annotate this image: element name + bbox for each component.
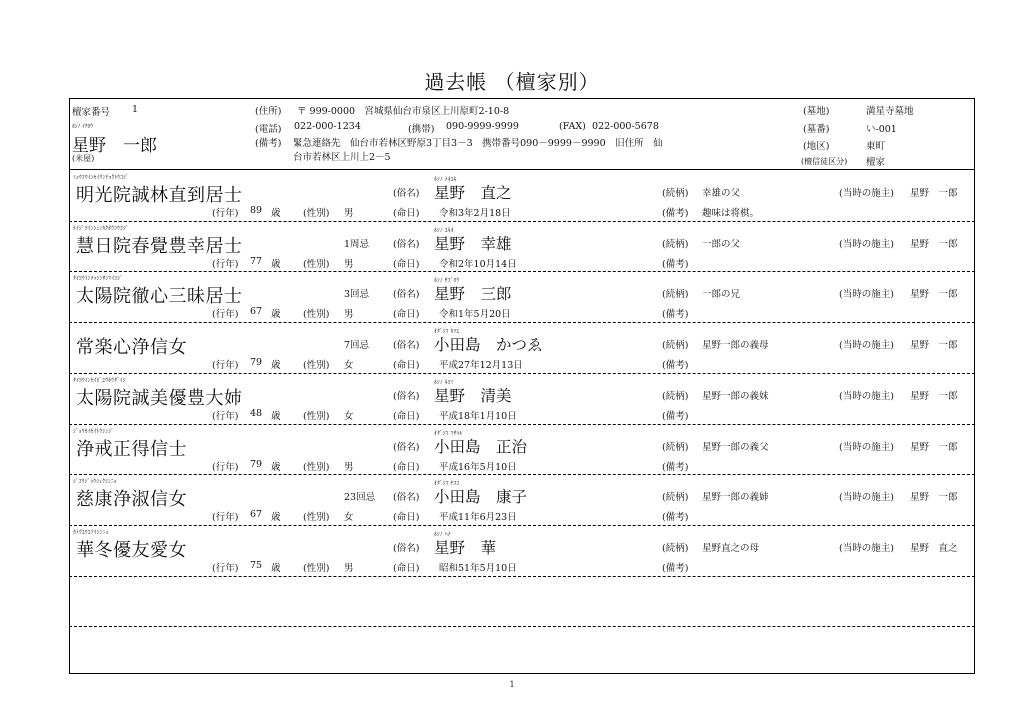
death-date: 平成18年1月10日: [439, 410, 517, 422]
patron-label: (当時の施主): [839, 188, 894, 199]
sex-value: 男: [344, 461, 354, 473]
patron-label: (当時の施主): [839, 492, 894, 504]
lay-name-label: (俗名): [393, 542, 420, 554]
age-unit: 歳: [271, 208, 281, 219]
posthumous-name: 浄戒正得信士: [76, 438, 187, 460]
posthumous-furigana: ｼﾞｺｳｼﾞｮｳｼｭｸｼﾝﾆｮ: [73, 479, 117, 486]
relation-label: (続柄): [662, 340, 689, 352]
relation-value: 星野一郎の義姉: [702, 492, 769, 504]
relation-label: (続柄): [662, 238, 689, 250]
fax-label: (FAX): [559, 121, 586, 132]
patron-label: (当時の施主): [839, 289, 894, 301]
death-date-label: (命日): [393, 208, 420, 219]
death-date-label: (命日): [393, 258, 420, 270]
relation-value: 一郎の父: [702, 238, 741, 250]
death-date-label: (命日): [393, 309, 420, 321]
death-date-label: (命日): [393, 562, 420, 574]
remarks-label: (備考): [662, 562, 689, 574]
death-date: 平成16年5月10日: [439, 461, 517, 473]
age-label: (行年): [212, 208, 239, 219]
remarks-label: (備考): [662, 461, 689, 473]
relation-value: 幸雄の父: [702, 188, 741, 199]
patron-value: 星野 一郎: [910, 340, 958, 352]
posthumous-name: 太陽院誠美優豊大姉: [76, 387, 243, 409]
area-label: (地区): [803, 141, 830, 152]
sex-value: 男: [344, 309, 354, 321]
posthumous-name: 明光院誠林直到居士: [76, 185, 243, 206]
lay-name-label: (俗名): [393, 390, 420, 402]
relation-value: 星野一郎の義妹: [702, 390, 769, 402]
age-label: (行年): [212, 360, 239, 372]
posthumous-furigana: ﾀｲﾖｳｲﾝｾｲﾋﾞﾕｳﾎｳﾀﾞｲｼ: [73, 377, 126, 384]
patron-value: 星野 一郎: [910, 289, 958, 301]
sex-value: 女: [344, 360, 354, 372]
patron-value: 星野 一郎: [910, 238, 958, 250]
relation-label: (続柄): [662, 492, 689, 504]
age-value: 79: [250, 458, 263, 470]
age-value: 77: [250, 255, 263, 267]
death-date-label: (命日): [393, 512, 420, 524]
head-rank: (米屋): [72, 154, 95, 163]
memorial-count: 7回忌: [344, 340, 370, 352]
row-separator: [69, 373, 975, 374]
age-value: 67: [250, 509, 263, 521]
fax-value: 022-000-5678: [592, 121, 659, 132]
row-separator: [69, 271, 975, 272]
relation-label: (続柄): [662, 441, 689, 453]
death-date-label: (命日): [393, 410, 420, 422]
patron-label: (当時の施主): [839, 238, 894, 250]
remarks-value: 趣味は将棋。: [702, 208, 760, 219]
age-label: (行年): [212, 410, 239, 422]
member-type-value: 檀家: [866, 157, 886, 168]
lay-name: 星野 清美: [434, 386, 512, 405]
lay-name: 星野 華: [434, 538, 497, 557]
address-label: (住所): [255, 106, 282, 117]
age-unit: 歳: [271, 562, 281, 574]
posthumous-furigana: ﾀｲﾖｳｲﾝﾃｯｼﾝｻﾝﾏｲｺｼﾞ: [73, 276, 123, 283]
row-separator: [69, 525, 975, 526]
death-date-label: (命日): [393, 360, 420, 372]
posthumous-name: 常楽心浄信女: [76, 337, 187, 359]
row-separator: [69, 626, 975, 627]
lay-name-furigana: ｵﾀﾞｼﾏ ﾏｻﾊﾙ: [434, 430, 463, 437]
sex-value: 男: [344, 562, 354, 574]
age-label: (行年): [212, 258, 239, 270]
mobile-value: 090-9999-9999: [446, 121, 519, 132]
death-date: 令和1年5月20日: [439, 309, 511, 321]
relation-value: 一郎の兄: [702, 289, 741, 301]
lay-name: 小田島 正治: [434, 437, 528, 456]
grave-label: (墓地): [803, 106, 830, 117]
head-name: 星野 一郎: [72, 136, 157, 156]
sex-label: (性別): [303, 512, 330, 524]
head-furigana: ﾎｼﾉ ｲﾁﾛｳ: [72, 124, 93, 130]
phone-value: 022-000-1234: [294, 121, 361, 132]
age-label: (行年): [212, 309, 239, 321]
lay-name-label: (俗名): [393, 188, 420, 199]
memorial-count: 1周忌: [344, 238, 370, 250]
sex-label: (性別): [303, 360, 330, 372]
grave-value: 満星寺墓地: [866, 106, 914, 117]
age-unit: 歳: [271, 461, 281, 473]
row-separator: [69, 424, 975, 425]
lay-name: 星野 幸雄: [434, 234, 512, 253]
lay-name-label: (俗名): [393, 340, 420, 352]
age-value: 75: [250, 559, 263, 571]
relation-value: 星野一郎の義母: [702, 340, 769, 352]
age-unit: 歳: [271, 258, 281, 270]
sex-value: 女: [344, 512, 354, 524]
remarks-label: (備考): [662, 309, 689, 321]
age-value: 79: [250, 357, 263, 369]
remarks-label: (備考): [662, 208, 689, 219]
memorial-count: 23回忌: [344, 492, 376, 504]
sex-value: 女: [344, 410, 354, 422]
lay-name-label: (俗名): [393, 289, 420, 301]
patron-value: 星野 一郎: [910, 188, 958, 199]
age-value: 67: [250, 306, 263, 318]
row-separator: [69, 576, 975, 577]
age-unit: 歳: [271, 410, 281, 422]
lay-name: 星野 三郎: [434, 285, 512, 304]
relation-value: 星野直之の母: [702, 542, 760, 554]
row-separator: [69, 474, 975, 475]
age-unit: 歳: [271, 512, 281, 524]
death-date: 令和3年2月18日: [439, 208, 511, 219]
remarks-label: (備考): [662, 360, 689, 372]
remarks-label: (備考): [662, 512, 689, 524]
sex-label: (性別): [303, 461, 330, 473]
age-unit: 歳: [271, 360, 281, 372]
relation-value: 星野一郎の義父: [702, 441, 769, 453]
relation-label: (続柄): [662, 390, 689, 402]
sex-label: (性別): [303, 309, 330, 321]
address-value: 〒 999-0000 宮城県仙台市泉区上川原町2-10-8: [297, 106, 510, 117]
posthumous-name: 太陽院徹心三昧居士: [76, 286, 243, 308]
remarks-label: (備考): [662, 258, 689, 270]
mobile-label: (携帯): [408, 124, 435, 135]
death-date-label: (命日): [393, 461, 420, 473]
row-separator: [69, 322, 975, 323]
patron-value: 星野 直之: [910, 542, 958, 554]
posthumous-name: 慈康浄淑信女: [76, 489, 187, 511]
member-type-label: (檀信徒区分): [801, 157, 848, 166]
age-value: 89: [250, 205, 263, 216]
lay-name-label: (俗名): [393, 492, 420, 504]
sex-label: (性別): [303, 258, 330, 270]
age-unit: 歳: [271, 309, 281, 321]
lay-name-furigana: ﾎｼﾉ ﾅｵﾕｷ: [434, 177, 457, 183]
sex-value: 男: [344, 258, 354, 270]
danka-number: 1: [132, 104, 139, 115]
patron-value: 星野 一郎: [910, 441, 958, 453]
lay-name: 星野 直之: [434, 184, 512, 202]
posthumous-furigana: ｶﾄｳﾕｳﾕｱｲｼﾝﾆｮ: [73, 529, 109, 536]
age-label: (行年): [212, 512, 239, 524]
lay-name-furigana: ｵﾀﾞｼﾏ ｶﾂｴ: [434, 329, 460, 336]
note-line-1: 緊急連絡先 仙台市若林区野原3丁目3－3 携帯番号090－9999－9990 旧住所 仙: [293, 138, 663, 149]
page-title: 過去帳 （檀家別）: [424, 70, 600, 94]
posthumous-name: 華冬優友愛女: [76, 539, 187, 561]
relation-label: (続柄): [662, 542, 689, 554]
grave-number-value: い-001: [866, 124, 897, 135]
patron-label: (当時の施主): [839, 542, 894, 554]
area-value: 東町: [866, 141, 886, 152]
age-label: (行年): [212, 461, 239, 473]
lay-name-furigana: ﾎｼﾉ ﾕｷｵ: [434, 227, 454, 234]
patron-label: (当時の施主): [839, 390, 894, 402]
remarks-label: (備考): [662, 410, 689, 422]
lay-name-label: (俗名): [393, 238, 420, 250]
lay-name-furigana: ﾎｼﾉ ｻﾌﾞﾛｳ: [434, 278, 460, 285]
header-divider: [69, 169, 975, 170]
page-number: 1: [509, 680, 515, 689]
phone-label: (電話): [255, 124, 282, 135]
sex-label: (性別): [303, 208, 330, 219]
row-separator: [69, 221, 975, 222]
grave-number-label: (墓番): [803, 124, 830, 135]
lay-name: 小田島 康子: [434, 488, 528, 507]
danka-number-label: 檀家番号: [72, 107, 111, 118]
patron-value: 星野 一郎: [910, 390, 958, 402]
death-date: 令和2年10月14日: [439, 258, 517, 270]
posthumous-name: 慧日院春覺豊幸居士: [76, 235, 243, 257]
lay-name-furigana: ﾎｼﾉ ﾊﾅ: [434, 531, 451, 538]
patron-value: 星野 一郎: [910, 492, 958, 504]
death-date: 平成11年6月23日: [439, 512, 517, 524]
age-value: 48: [250, 407, 263, 419]
death-date: 昭和51年5月10日: [439, 562, 517, 574]
relation-label: (続柄): [662, 289, 689, 301]
lay-name-furigana: ﾎｼﾉ ｷﾖﾐ: [434, 379, 454, 386]
death-date: 平成27年12月13日: [439, 360, 523, 372]
note-label: (備考): [255, 138, 282, 149]
lay-name: 小田島 かつゑ: [434, 336, 543, 355]
posthumous-furigana: ｼﾞｮｳｶｲｾｲﾄｸｼﾝｼﾞ: [73, 428, 114, 435]
posthumous-furigana: ﾐｮｳｺｳｲﾝｾｲﾘﾝﾁｮｸﾄｳｺｼﾞ: [73, 175, 129, 181]
memorial-count: 3回忌: [344, 289, 370, 301]
sex-label: (性別): [303, 562, 330, 574]
lay-name-label: (俗名): [393, 441, 420, 453]
lay-name-furigana: ｵﾀﾞｼﾏ ﾔｽｺ: [434, 481, 460, 488]
sex-value: 男: [344, 208, 354, 219]
patron-label: (当時の施主): [839, 441, 894, 453]
posthumous-furigana: ｹｲｼﾞﾂｲﾝｼｭﾝｶｸﾎｳｺｳｺｼﾞ: [73, 225, 129, 232]
age-label: (行年): [212, 562, 239, 574]
relation-label: (続柄): [662, 188, 689, 199]
note-line-2: 台市若林区上川上2－5: [293, 152, 391, 163]
patron-label: (当時の施主): [839, 340, 894, 352]
sex-label: (性別): [303, 410, 330, 422]
